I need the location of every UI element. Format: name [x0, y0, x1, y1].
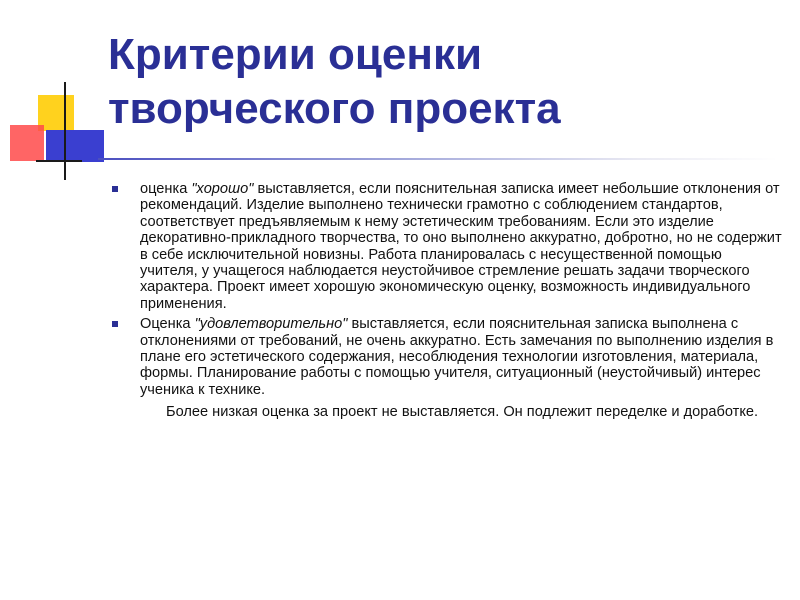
- square-bullet-icon: [112, 321, 118, 327]
- slide-body: [112, 181, 782, 421]
- square-bullet-icon: [112, 186, 118, 192]
- title-divider: [98, 158, 778, 160]
- grade-satisfactory: "удовлетворительно": [194, 316, 348, 333]
- item-prefix: Оценка: [140, 316, 195, 333]
- slide-title: [108, 28, 768, 136]
- horizontal-line: [36, 160, 82, 162]
- final-note-text: Более низкая оценка за проект не выставляется. Он подлежит переделке и доработке.: [166, 404, 759, 421]
- item-text: выставляется, если пояснительная записка имеет небольшие отклонения от рекомендаций. Изделие выполнено технически грамотно с соблюдением стандартов, соответствует предъявляемым к нему эстетическим требованиям. Если это изделие декоративно-прикладного творчества, то оно выполнено аккуратно, добротно, но не содержит в себе исключительной новизны. Работа планировалась с несущественной помощью учителя, у учащегося наблюдается неустойчивое стремление решать задачи творческого характера. Проект имеет хорошую экономическую оценку, возможность индивидуального применения.: [140, 181, 782, 312]
- decorative-logo: [0, 0, 120, 190]
- grade-good: "хорошо": [191, 181, 254, 197]
- item-text: выставляется, если пояснительная записка выполнена с отклонениями от требований, не очень аккуратно. Есть замечания по выполнению изделия в плане его эстетического содержания, несоблюдения технологии изготовления, материала, формы. Планирование работы с помощью учителя, ситуационный (неустойчивый) интерес ученика к технике.: [140, 316, 774, 398]
- red-square: [10, 125, 44, 161]
- item-prefix: оценка: [140, 181, 192, 197]
- title-line-1: Критерии оценки: [108, 30, 483, 79]
- criteria-item-good: [112, 181, 782, 312]
- blue-square: [46, 130, 104, 162]
- final-note: [112, 404, 782, 420]
- criteria-item-satisfactory: [112, 316, 782, 398]
- title-line-2: творческого проекта: [108, 84, 561, 133]
- vertical-line: [64, 82, 66, 180]
